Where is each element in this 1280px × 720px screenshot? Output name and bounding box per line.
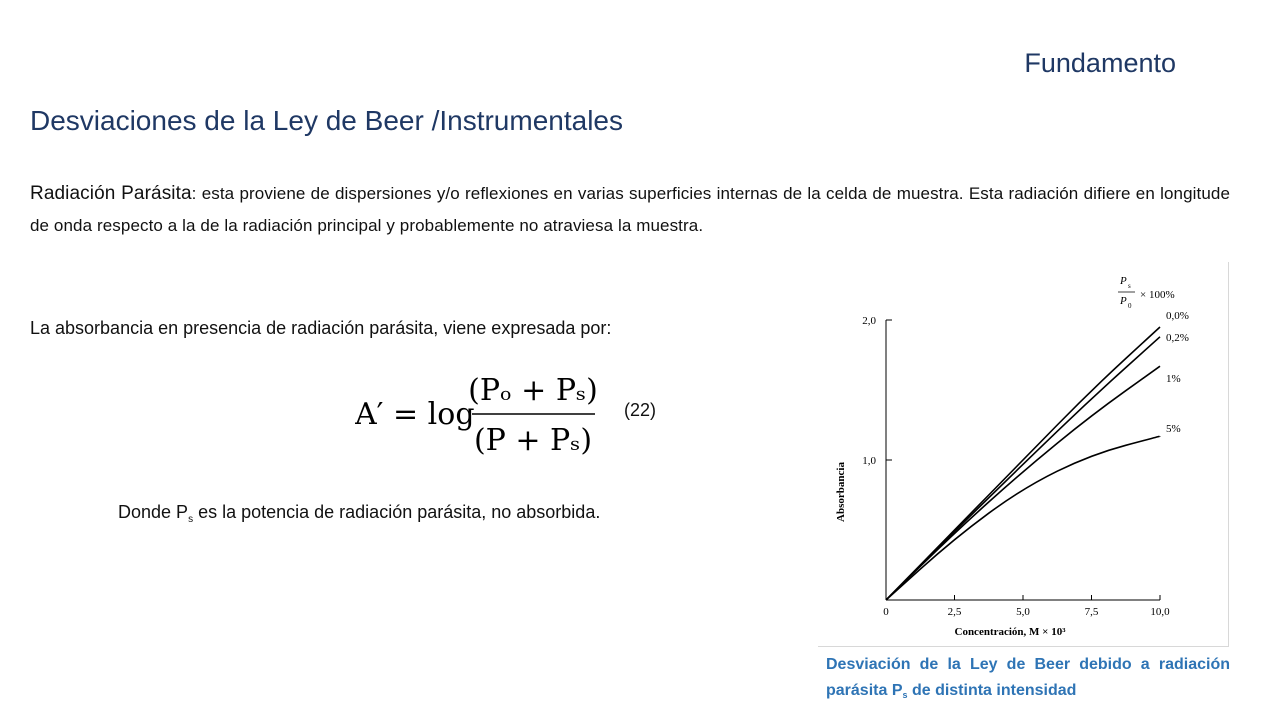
series-label: 0,2% [1166,331,1189,344]
y-tick-label: 2,0 [862,315,876,327]
paragraph-term: Radiación Parásita [30,183,192,204]
paragraph [30,178,1230,242]
ps-note-prefix: Donde P [118,502,189,522]
caption-suffix: de distinta intensidad [907,682,1077,699]
legend-num-sub: s [1128,282,1131,290]
equation-denominator: (P + Pₛ) [473,423,593,458]
caption-prefix: Desviación de la Ley de Beer debido a radiación parásita P [826,656,1230,699]
equation-number: (22) [624,400,657,420]
x-tick-label: 7,5 [1084,606,1099,618]
equation-numerator: (Pₒ + Pₛ) [468,373,598,408]
paragraph-body: : esta proviene de dispersiones y/o reflexiones en varias superficies internas de la celda de muestra. Esta radiación difiere en longitude de onda respecto a la de la radiación principal y probablemente no atraviesa la muestra. [30,184,1230,235]
series-label: 1% [1166,373,1181,386]
absorbance-chart [818,262,1228,646]
section-label: Fundamento [1024,48,1176,78]
slide-title: Desviaciones de la Ley de Beer /Instrumentales [30,105,623,136]
plot-area [862,310,1189,618]
legend-den: P [1120,295,1127,307]
legend-header [1118,275,1175,310]
equation [355,370,605,464]
ps-note-suffix: es la potencia de radiación parásita, no absorbida. [193,502,601,522]
caption-sub: s [902,690,908,700]
equation-lhs: A′ = log [355,397,475,432]
x-tick-label: 2,5 [947,606,962,618]
x-axis-label: Concentración, M × 10³ [954,626,1066,638]
legend-suffix: × 100% [1140,289,1175,301]
ps-note [118,502,600,525]
legend-den-sub: 0 [1128,302,1132,310]
series-label: 5% [1166,423,1181,436]
series-line [886,366,1160,600]
series-label: 0,0% [1166,310,1189,322]
equation-intro: La absorbancia en presencia de radiación parásita, viene expresada por: [30,318,612,338]
equation-svg [355,370,605,460]
absorbance-figure [818,262,1229,647]
y-axis-label: Absorbancia [835,462,847,522]
x-tick-label: 5,0 [1016,606,1030,618]
legend-num: P [1120,275,1127,287]
x-tick-label: 0 [883,606,889,618]
x-tick-label: 10,0 [1150,606,1170,618]
y-tick-label: 1,0 [862,455,876,467]
ps-note-sub: s [188,514,194,525]
figure-caption [826,652,1230,708]
